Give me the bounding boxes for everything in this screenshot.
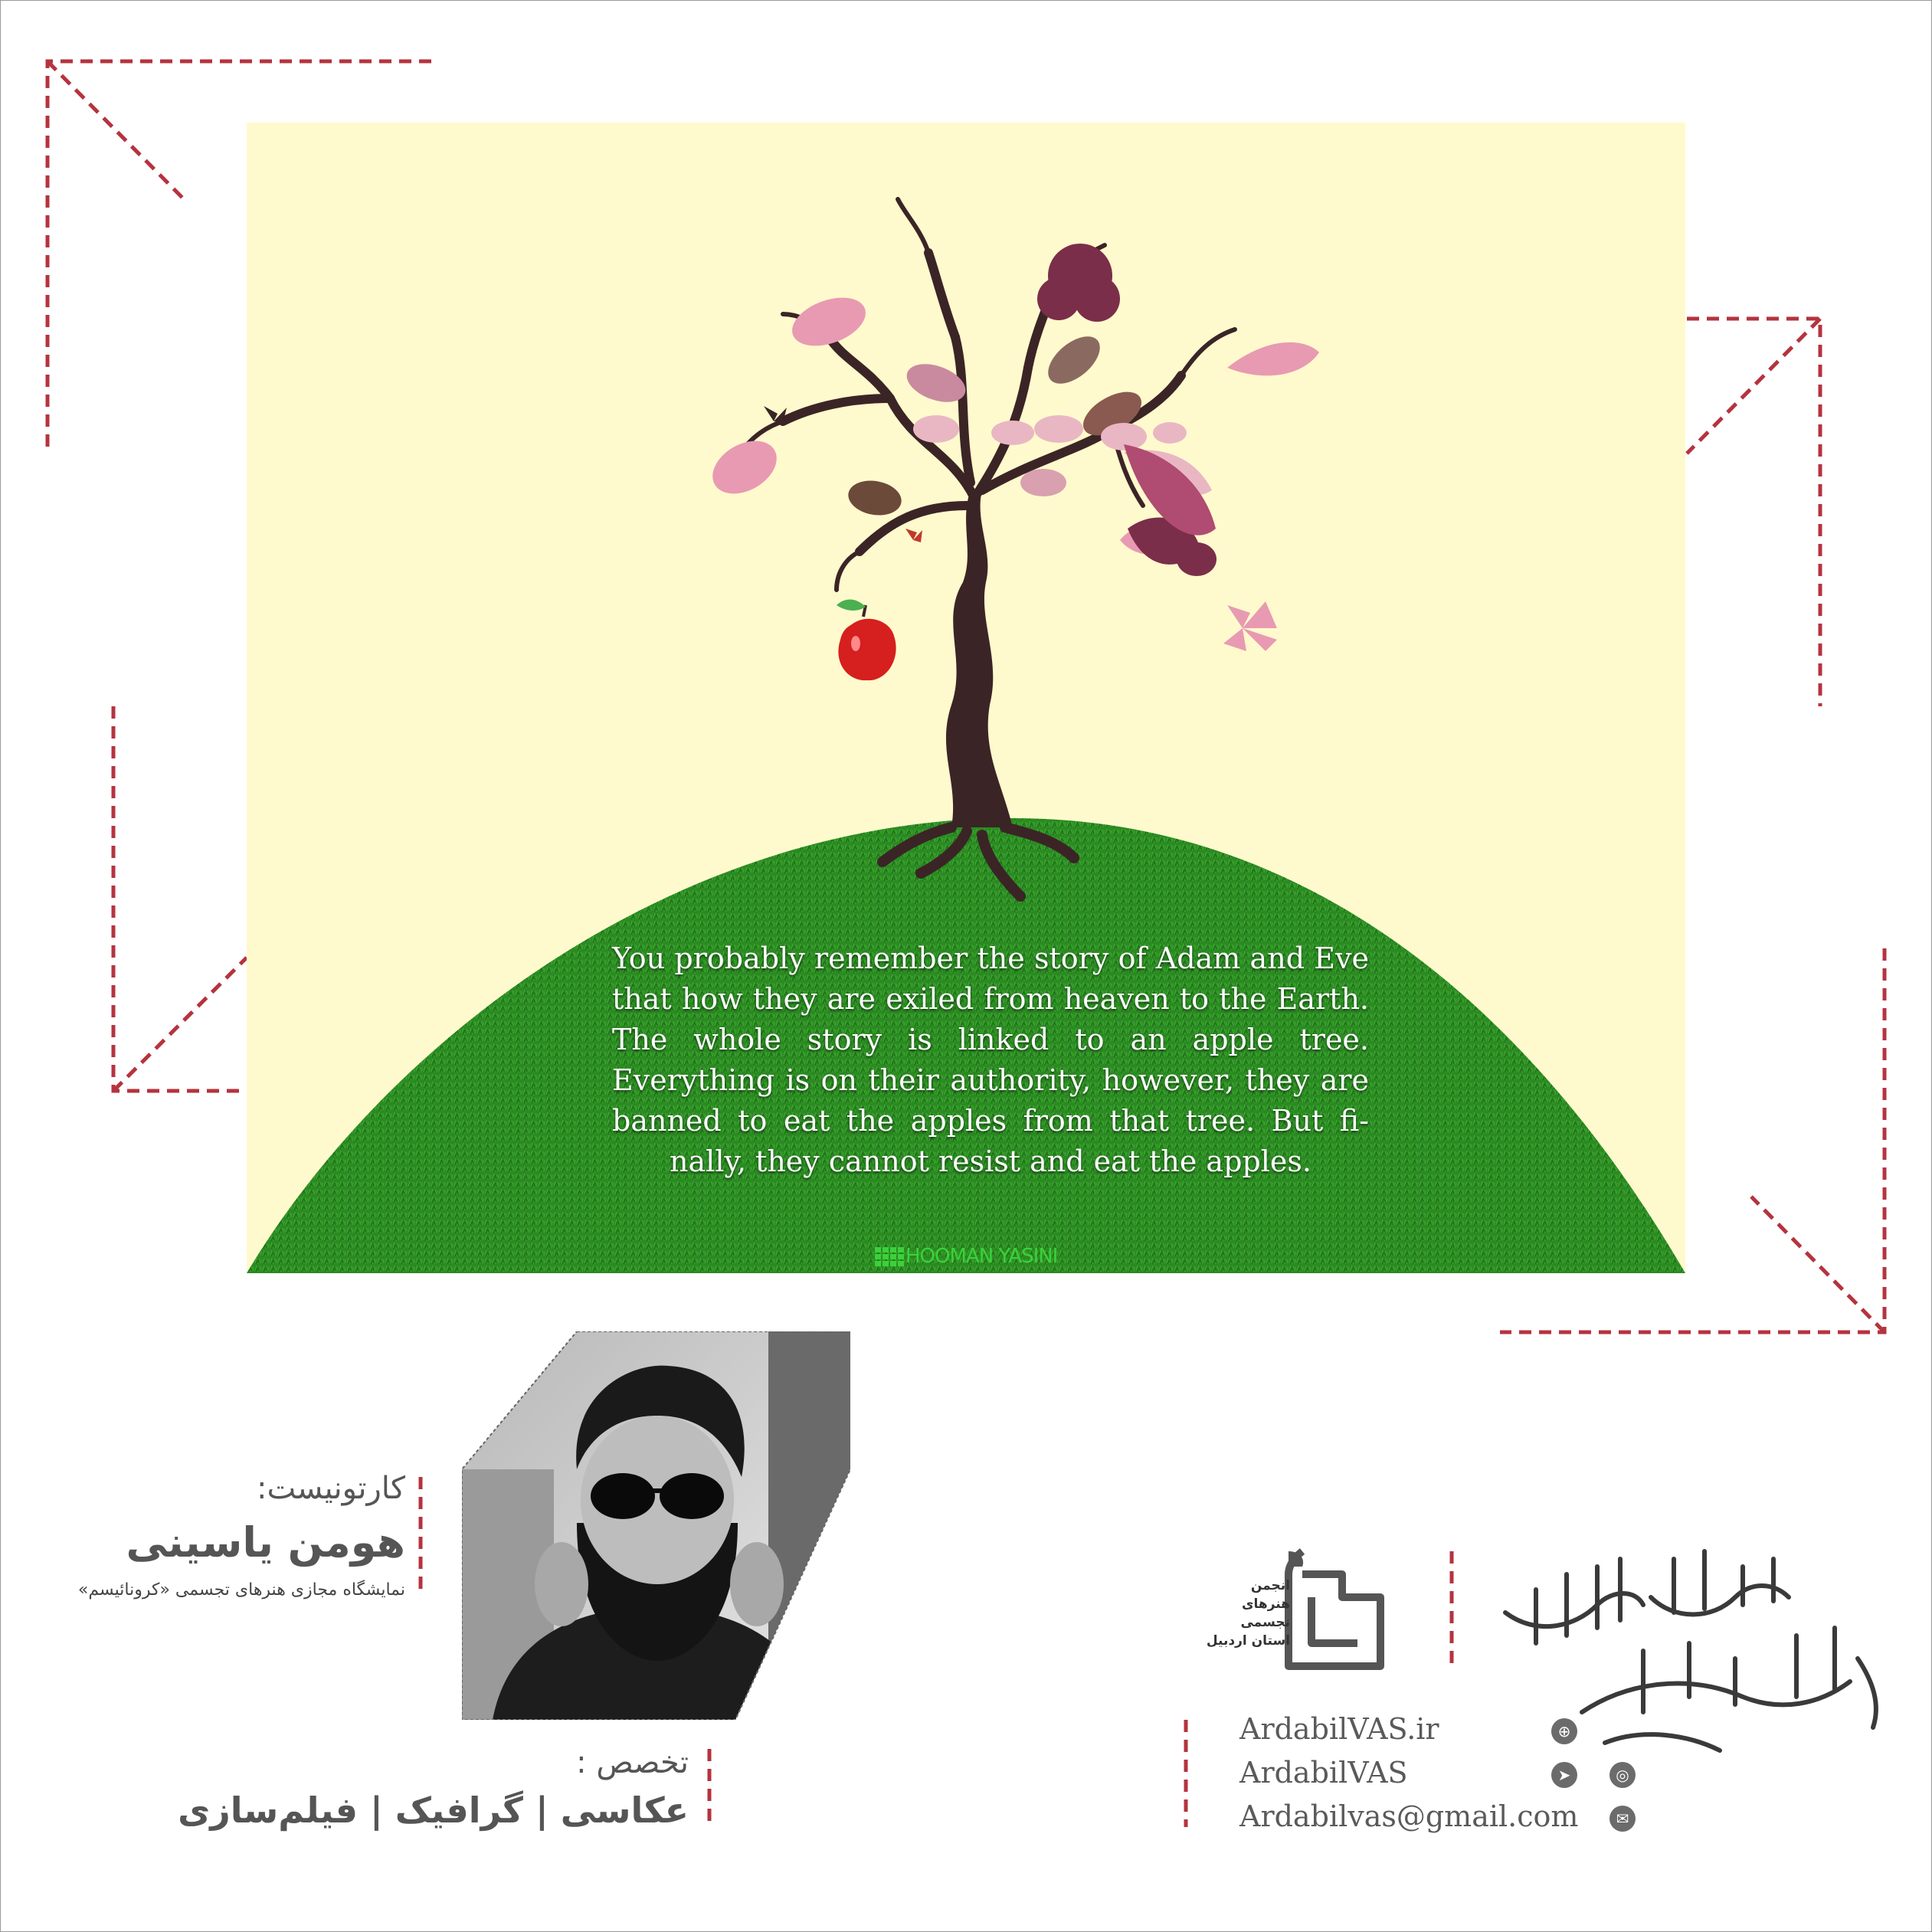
apple — [837, 599, 896, 680]
artist-portrait — [462, 1331, 850, 1720]
leaves — [703, 244, 1319, 576]
signature-grid-icon — [875, 1247, 904, 1266]
specialty-label: تخصص : — [576, 1745, 689, 1780]
instagram-icon: ◎ — [1609, 1762, 1636, 1788]
org-text-line-2: هنرهای — [1241, 1596, 1290, 1612]
mail-icon: ✉ — [1609, 1806, 1636, 1832]
calligraphy-logo — [1490, 1544, 1896, 1773]
telegram-icon: ➤ — [1551, 1762, 1577, 1788]
story-text: You probably remember the story of Adam and Eve that how they are exiled from heaven to the Earth. The whole story is linked to an apple tree. Everything is on their authority, however, they are banned to eat the apples from that tree. But fi-nally, they cannot resist and eat the apples. — [612, 941, 1369, 1178]
artist-signature — [875, 1245, 1057, 1268]
cartoonist-label: کارتونیست: — [257, 1471, 405, 1506]
org-text-line-1: انجمن — [1250, 1578, 1290, 1593]
exhibition-title: نمایشگاه مجازی هنرهای تجسمی «کرونائیسم» — [77, 1580, 405, 1600]
social-handle[interactable]: ArdabilVAS — [1239, 1756, 1408, 1790]
org-text-line-3: تجسمی — [1240, 1615, 1290, 1630]
website-link[interactable]: ArdabilVAS.ir — [1239, 1712, 1439, 1746]
artwork-panel — [247, 123, 1685, 1273]
email-link[interactable]: Ardabilvas@gmail.com — [1239, 1799, 1579, 1833]
specialty-list: عکاسی | گرافیک | فیلم‌سازی — [178, 1790, 689, 1831]
globe-icon: ⊕ — [1551, 1718, 1577, 1744]
signature-text: HOOMAN YASINI — [905, 1245, 1058, 1268]
organization-logo-text — [1198, 1577, 1290, 1650]
org-text-line-4: استان اردبیل — [1206, 1633, 1290, 1649]
artist-name: هومن یاسینی — [126, 1518, 405, 1567]
